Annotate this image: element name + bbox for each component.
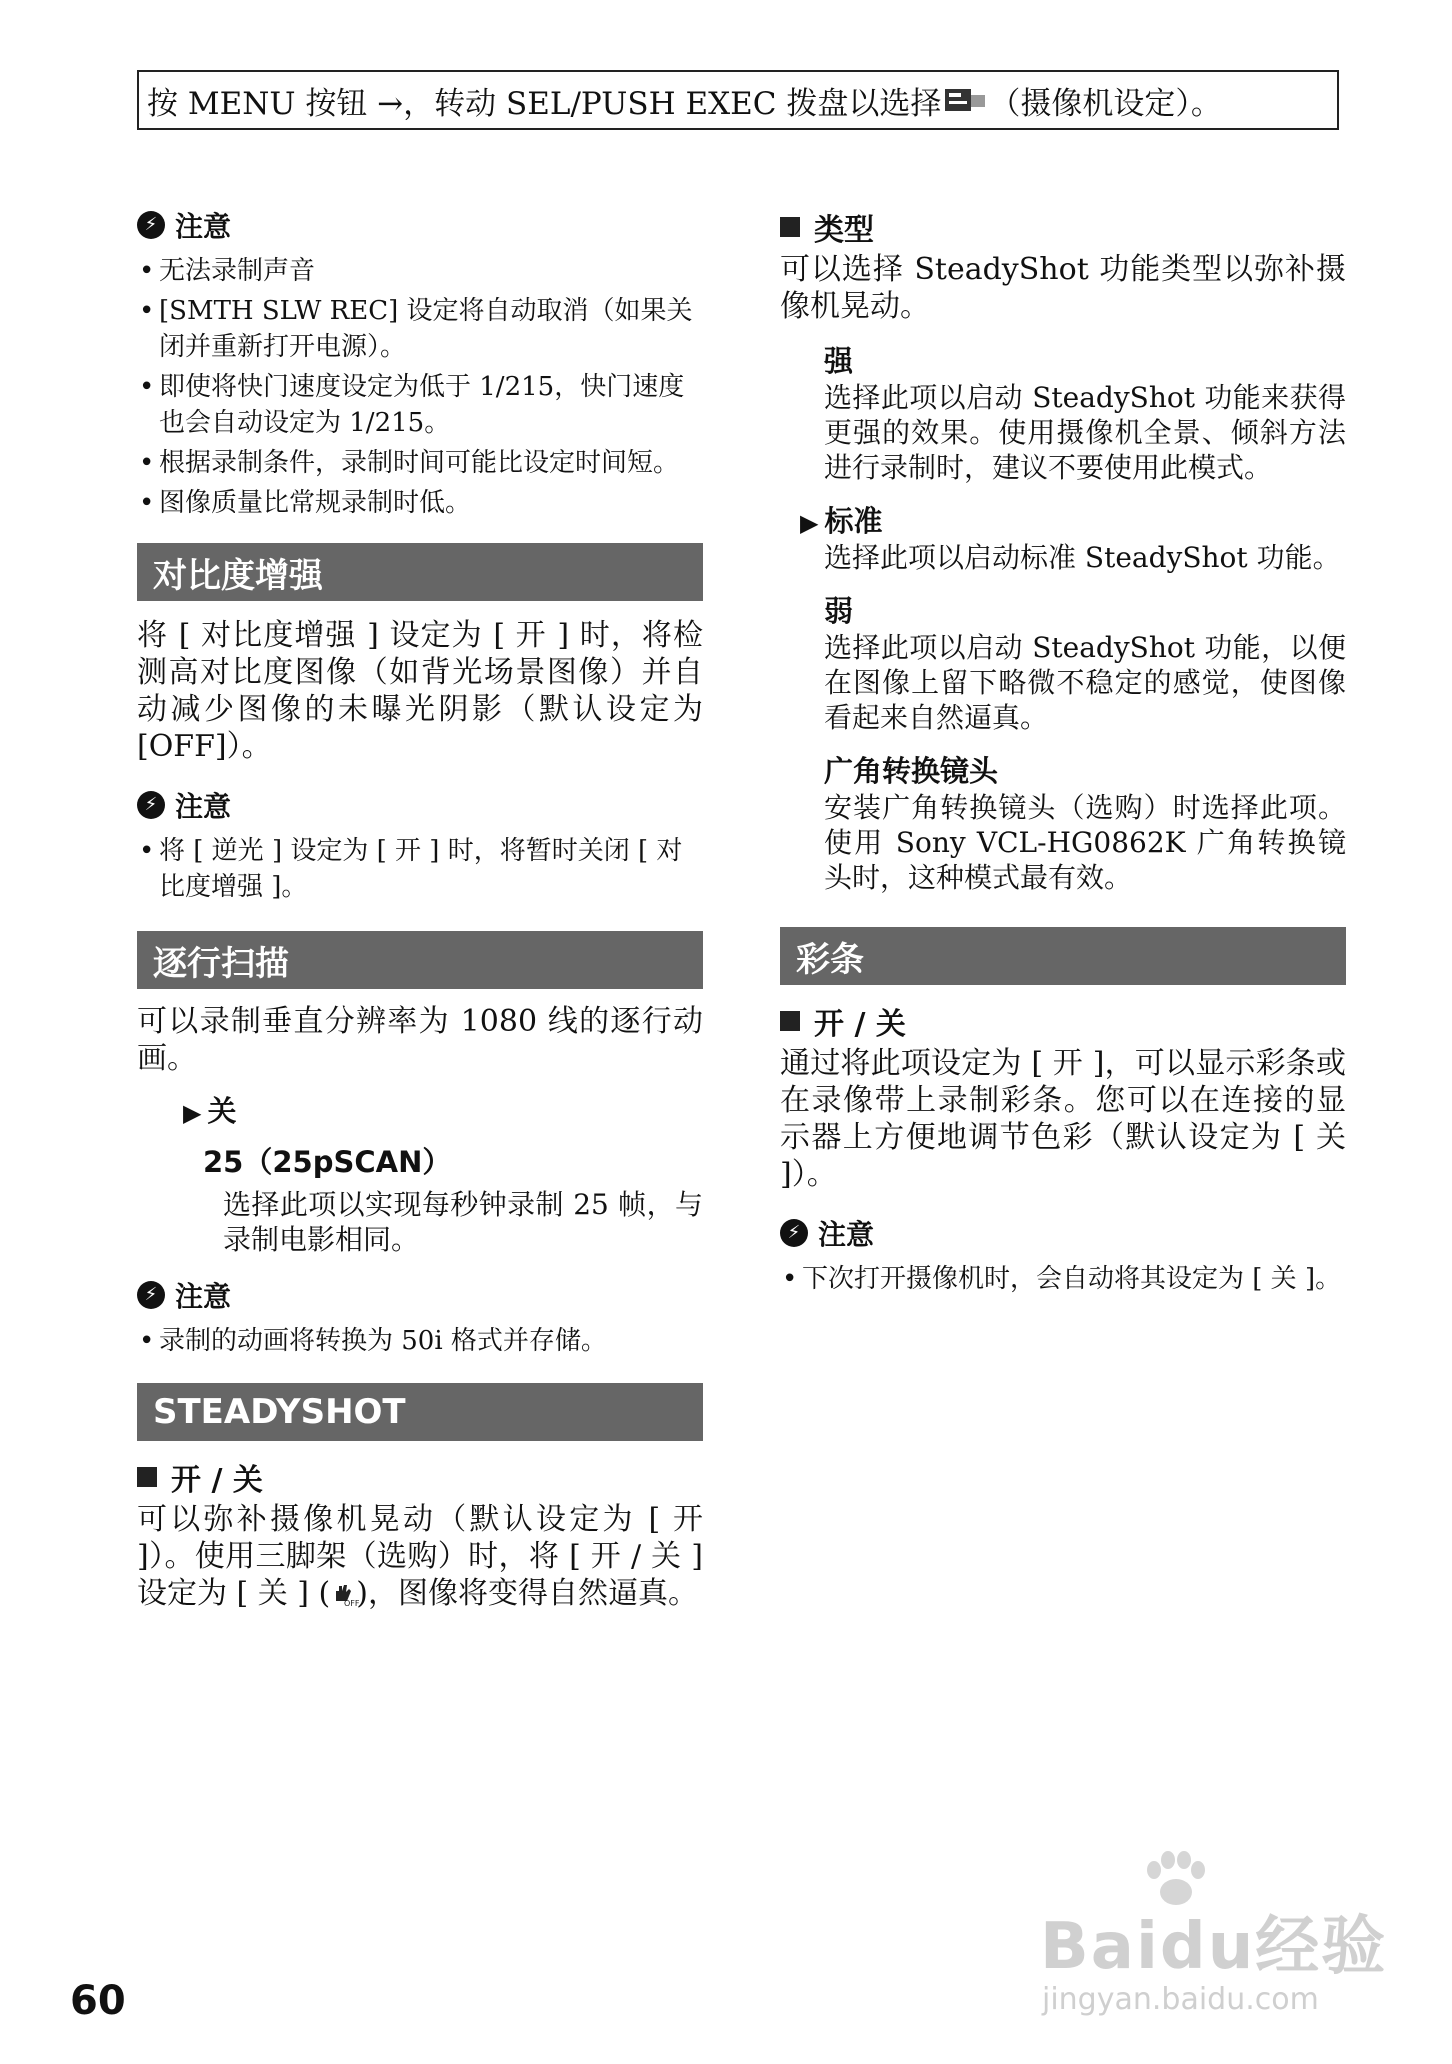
note-colorbar: [780, 1213, 1346, 1297]
warning-icon: ⚡: [137, 791, 165, 819]
baidu-watermark: [1030, 1850, 1390, 2020]
watermark-url: jingyan.baidu.com: [1042, 1982, 1319, 2017]
contrast-body: 将 [ 对比度增强 ] 设定为 [ 开 ] 时，将检测高对比度图像（如背光场景图像）并自动减少图像的未曝光阴影（默认设定为 [OFF]）。: [137, 618, 703, 764]
left-column: [137, 205, 703, 1612]
option-wide-title: 广角转换镜头: [824, 754, 999, 788]
section-colorbar: 彩条: [780, 927, 1346, 985]
square-bullet-icon: [780, 217, 800, 237]
option-strong-title: 强: [824, 344, 854, 378]
option-weak-title: 弱: [824, 594, 854, 628]
section-progressive: 逐行扫描: [137, 931, 703, 989]
note-title: 注意: [175, 790, 232, 823]
page-number: 60: [70, 1978, 126, 2024]
option-standard-desc: 选择此项以启动标准 SteadyShot 功能。: [824, 541, 1341, 574]
default-arrow-icon: ▶: [183, 1099, 202, 1127]
square-bullet-icon: [137, 1467, 157, 1487]
section-steadyshot: STEADYSHOT: [137, 1383, 703, 1441]
option-standard-title: ▶ 标准: [800, 504, 883, 538]
type-options: [780, 339, 1346, 895]
type-body: 可以选择 SteadyShot 功能类型以弥补摄像机晃动。: [780, 252, 1346, 324]
type-heading: 类型: [780, 205, 1346, 249]
warning-icon: ⚡: [137, 1281, 165, 1309]
instruction-suffix: （摄像机设定）。: [989, 85, 1222, 122]
note-item: • 根据录制条件，录制时间可能比设定时间短。: [137, 445, 703, 481]
option-strong-desc: 选择此项以启动 SteadyShot 功能来获得更强的效果。使用摄像机全景、倾斜方法进行录制时，建议不要使用此模式。: [824, 381, 1346, 484]
note-item: • 将 [ 逆光 ] 设定为 [ 开 ] 时，将暂时关闭 [ 对比度增强 ]。: [137, 833, 703, 905]
option-weak-desc: 选择此项以启动 SteadyShot 功能，以便在图像上留下略微不稳定的感觉，使图像看起来自然逼真。: [824, 631, 1346, 734]
instruction-prefix: 按 MENU 按钮 →，转动 SEL/PUSH EXEC 拨盘以选择: [147, 85, 942, 122]
note-title: 注意: [818, 1218, 875, 1251]
menu-instruction-box: [137, 70, 1339, 130]
note-item: • [SMTH SLW REC] 设定将自动取消（如果关闭并重新打开电源）。: [137, 293, 703, 365]
steadyshot-body: 可以弥补摄像机晃动（默认设定为 [ 开 ]）。使用三脚架（选购）时，将 [ 开 / 关 ] 设定为 [ 关 ] ( OFF )，图像将变得自然逼真。: [137, 1502, 703, 1611]
colorbar-onoff-heading: 开 / 关: [780, 999, 1346, 1043]
warning-icon: ⚡: [780, 1219, 808, 1247]
square-bullet-icon: [780, 1011, 800, 1031]
note-contrast: [137, 785, 703, 905]
note-smth: [137, 205, 703, 521]
option-25p-title: 25（25pSCAN）: [203, 1145, 452, 1179]
note-item: • 下次打开摄像机时，会自动将其设定为 [ 关 ]。: [780, 1261, 1346, 1297]
note-item: • 录制的动画将转换为 50i 格式并存储。: [137, 1323, 703, 1359]
note-item: • 无法录制声音: [137, 253, 703, 289]
note-title: 注意: [175, 210, 232, 243]
steadyshot-onoff-heading: 开 / 关: [137, 1455, 703, 1499]
steadyshot-off-icon: [330, 1576, 360, 1611]
default-arrow-icon: ▶: [800, 509, 819, 537]
option-off: ▶ 关: [183, 1094, 237, 1128]
note-item: • 即使将快门速度设定为低于 1/215，快门速度也会自动设定为 1/215。: [137, 369, 703, 441]
option-25p-desc: 选择此项以实现每秒钟录制 25 帧，与录制电影相同。: [223, 1188, 703, 1256]
right-column: [780, 205, 1346, 1301]
warning-icon: ⚡: [137, 211, 165, 239]
note-title: 注意: [175, 1280, 232, 1313]
colorbar-body: 通过将此项设定为 [ 开 ]，可以显示彩条或在录像带上录制彩条。您可以在连接的显示器上方便地调节色彩（默认设定为 [ 关 ]）。: [780, 1046, 1346, 1192]
watermark-logo: Baidu经验: [1040, 1910, 1388, 1984]
option-wide-desc: 安装广角转换镜头（选购）时选择此项。使用 Sony VCL-HG0862K 广角转换镜头时，这种模式最有效。: [824, 791, 1346, 894]
progressive-options: [137, 1089, 703, 1257]
section-contrast: 对比度增强: [137, 543, 703, 601]
camera-settings-icon: [943, 86, 987, 114]
progressive-body: 可以录制垂直分辨率为 1080 线的逐行动画。: [137, 1004, 703, 1076]
note-item: • 图像质量比常规录制时低。: [137, 485, 703, 521]
svg-text:OFF: OFF: [344, 1599, 360, 1608]
note-progressive: [137, 1275, 703, 1359]
